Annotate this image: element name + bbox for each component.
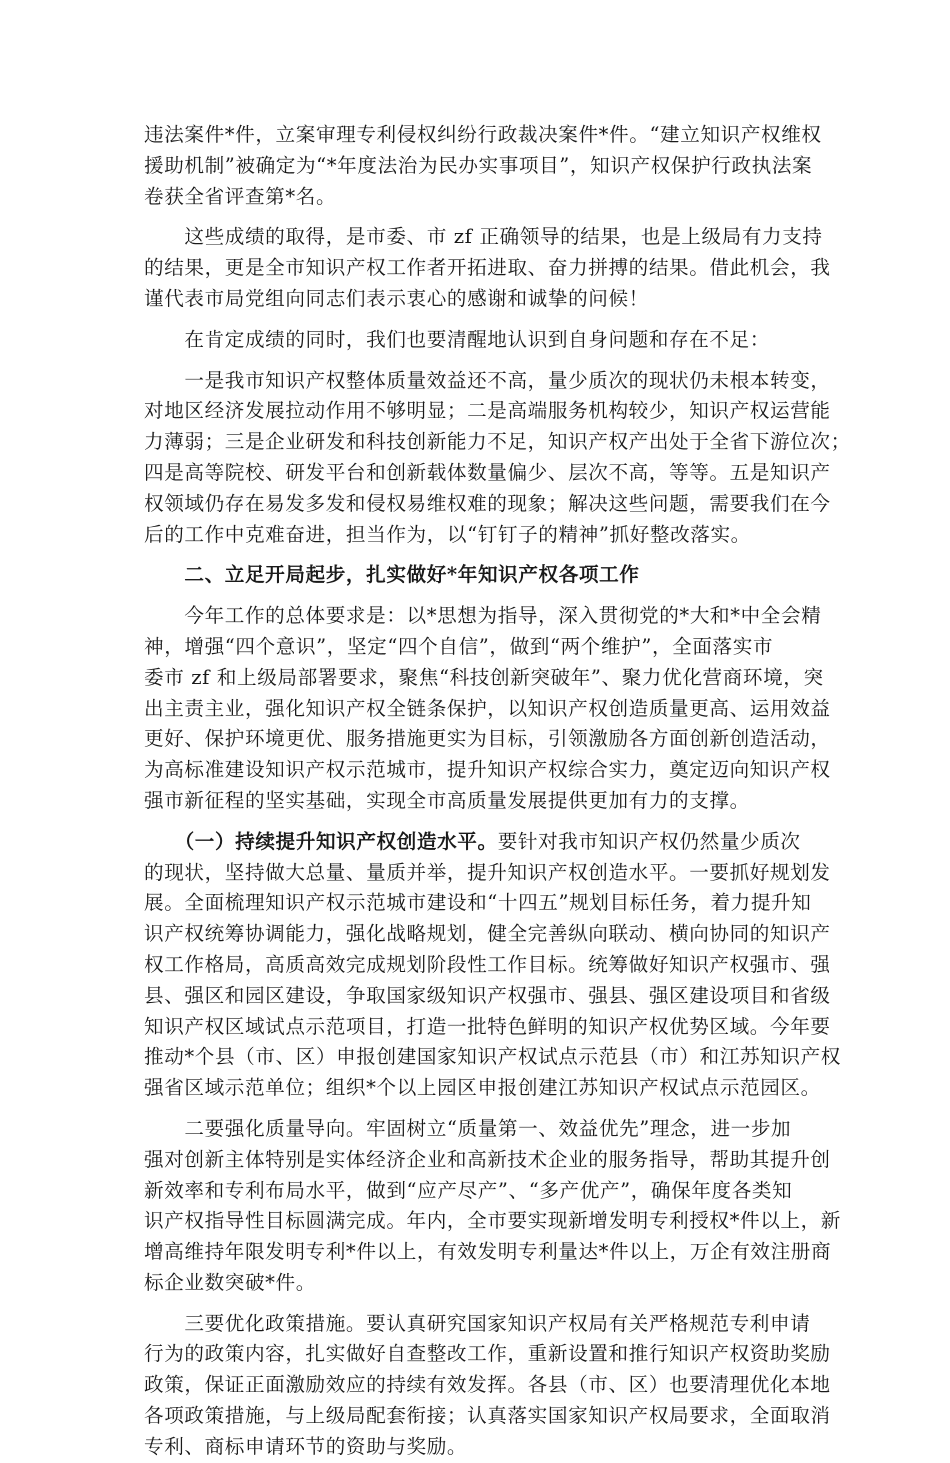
paragraph-subsection-one — [144, 827, 841, 1104]
text-line: 一是我市知识产权整体质量效益还不高，量少质次的现状仍未根本转变， — [144, 368, 831, 392]
paragraph-acknowledgement — [144, 222, 831, 314]
text-line: 权领域仍存在易发多发和侵权易维权难的现象；解决这些问题，需要我们在今 — [144, 491, 831, 515]
text-line: 违法案件*件，立案审理专利侵权纠纷行政裁决案件*件。“建立知识产权维权 — [144, 123, 822, 146]
text-line: 政策，保证正面激励效应的持续有效发挥。各县（市、区）也要清理优化本地 — [144, 1373, 831, 1397]
text-line: 新效率和专利布局水平，做到“应产尽产”、“多产优产”，确保年度各类知 — [144, 1178, 793, 1202]
section-heading — [144, 560, 806, 591]
text-line: 在肯定成绩的同时，我们也要清醒地认识到自身问题和存在不足： — [144, 327, 771, 351]
text-line: 今年工作的总体要求是：以*思想为指导，深入贯彻党的*大和*中全会精 — [144, 604, 822, 628]
text-line — [144, 827, 806, 858]
text-line: 行为的政策内容，扎实做好自查整改工作，重新设置和推行知识产权资助奖励 — [144, 1342, 831, 1366]
text-line: 推动*个县（市、区）申报创建国家知识产权试点示范县（市）和江苏知识产权 — [144, 1045, 841, 1069]
paragraph-policy-measures — [144, 1309, 831, 1463]
text-run: 要针对我市知识产权仍然量少质次 — [497, 829, 801, 853]
section-heading-text: 二、立足开局起步，扎实做好*年知识产权各项工作 — [144, 563, 640, 587]
text-line: 这些成绩的取得，是市委、市 zf 正确领导的结果，也是上级局有力支持 — [144, 225, 823, 249]
text-line: 二要强化质量导向。牢固树立“质量第一、效益优先”理念，进一步加 — [144, 1116, 792, 1140]
text-line: 四是高等院校、研发平台和创新载体数量偏少、层次不高，等等。五是知识产 — [144, 460, 831, 484]
paragraph-case-stats — [144, 120, 822, 212]
text-line: 谨代表市局党组向同志们表示衷心的感谢和诚挚的问候！ — [144, 286, 649, 310]
text-line: 权工作格局，高质高效完成规划阶段性工作目标。统筹做好知识产权强市、强 — [144, 952, 831, 976]
text-line: 出主责主业，强化知识产权全链条保护，以知识产权创造质量更高、运用效益 — [144, 696, 831, 720]
text-line: 的现状，坚持做大总量、量质并举，提升知识产权创造水平。一要抓好规划发 — [144, 860, 831, 884]
text-line: 的结果，更是全市知识产权工作者开拓进取、奋力拼搏的结果。借此机会，我 — [144, 256, 831, 280]
paragraph-overall-requirements — [144, 601, 831, 817]
text-line: 三要优化政策措施。要认真研究国家知识产权局有关严格规范专利申请 — [144, 1311, 811, 1335]
text-line: 强市新征程的坚实基础，实现全市高质量发展提供更加有力的支撑。 — [144, 788, 750, 812]
text-line: 各项政策措施，与上级局配套衔接；认真落实国家知识产权局要求，全面取消 — [144, 1404, 831, 1428]
text-line: 卷获全省评查第*名。 — [144, 184, 337, 208]
text-line: 识产权统筹协调能力，强化战略规划，健全完善纵向联动、横向协同的知识产 — [144, 922, 831, 946]
text-line: 援助机制”被确定为“*年度法治为民办实事项目”，知识产权保护行政执法案 — [144, 153, 813, 177]
text-line: 对地区经济发展拉动作用不够明显；二是高端服务机构较少，知识产权运营能 — [144, 399, 831, 423]
document-page — [144, 120, 851, 1463]
text-line: 增高维持年限发明专利*件以上，有效发明专利量达*件以上，万企有效注册商 — [144, 1240, 832, 1264]
text-line: 更好、保护环境更优、服务措施更实为目标，引领激励各方面创新创造活动， — [144, 727, 831, 751]
text-line: 力薄弱；三是企业研发和科技创新能力不足，知识产权产出处于全省下游位次； — [144, 430, 851, 454]
subsection-heading: （一）持续提升知识产权创造水平。 — [144, 829, 498, 853]
text-line: 专利、商标申请环节的资助与奖励。 — [144, 1434, 468, 1458]
text-line: 识产权指导性目标圆满完成。年内，全市要实现新增发明专利授权*件以上，新 — [144, 1209, 841, 1233]
paragraph-quality-orientation — [144, 1114, 841, 1299]
text-line: 知识产权区域试点示范项目，打造一批特色鲜明的知识产权优势区域。今年要 — [144, 1014, 831, 1038]
text-line: 委市 zf 和上级局部署要求，聚焦“科技创新突破年”、聚力优化营商环境，突 — [144, 665, 824, 689]
paragraph-shortcomings-intro — [144, 325, 806, 356]
text-line: 强对创新主体特别是实体经济企业和高新技术企业的服务指导，帮助其提升创 — [144, 1147, 831, 1171]
text-line: 为高标准建设知识产权示范城市，提升知识产权综合实力，奠定迈向知识产权 — [144, 758, 831, 782]
paragraph-shortcomings-list — [144, 366, 851, 551]
text-line: 强省区域示范单位；组织*个以上园区申报创建江苏知识产权试点示范园区。 — [144, 1076, 821, 1100]
text-line: 标企业数突破*件。 — [144, 1270, 316, 1294]
text-line: 后的工作中克难奋进，担当作为，以“钉钉子的精神”抓好整改落实。 — [144, 522, 751, 546]
text-line: 县、强区和园区建设，争取国家级知识产权强市、强县、强区建设项目和省级 — [144, 983, 831, 1007]
text-line: 展。全面梳理知识产权示范城市建设和“十四五”规划目标任务，着力提升知 — [144, 891, 812, 915]
text-line: 神，增强“四个意识”，坚定“四个自信”，做到“两个维护”，全面落实市 — [144, 634, 774, 658]
